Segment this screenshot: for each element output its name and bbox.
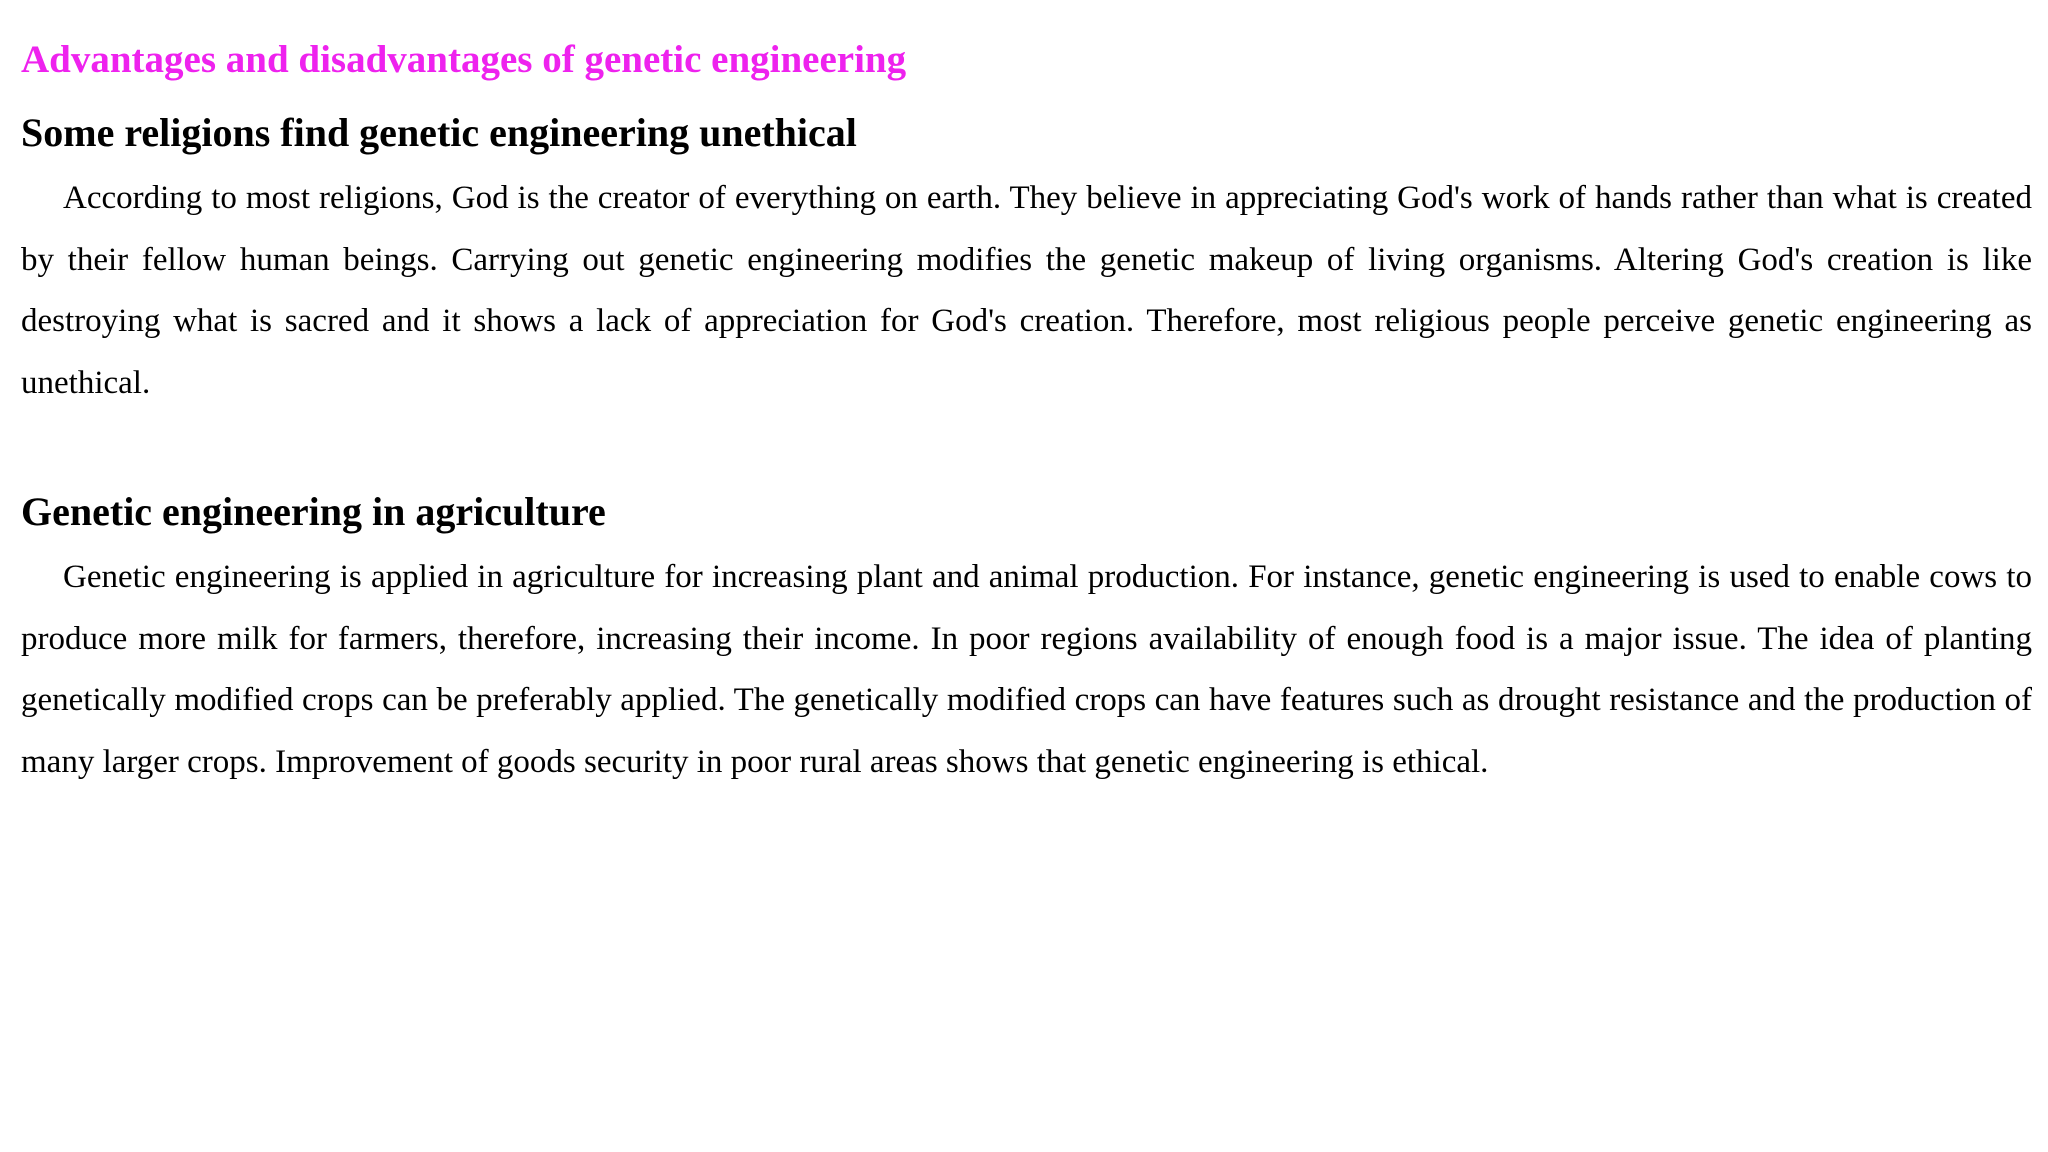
section-heading-agriculture: Genetic engineering in agriculture <box>21 489 606 534</box>
document-title: Advantages and disadvantages of genetic engineering <box>21 38 907 81</box>
section-heading-religion: Some religions find genetic engineering unethical <box>21 110 857 155</box>
section-paragraph-agriculture: Genetic engineering is applied in agriculture for increasing plant and animal production. For instance, genetic engineering is used to enable cows to produce more milk for farmers, therefore, increasing their income. In poor regions availability of enough food is a major issue. The idea of planting genetically modified crops can be preferably applied. The genetically modified crops can have features such as drought resistance and the production of many larger crops. Improvement of goods security in poor rural areas shows that genetic engineering is ethical. <box>21 559 2032 780</box>
section-paragraph-religion: According to most religions, God is the creator of everything on earth. They believe in appreciating God's work of hands rather than what is created by their fellow human beings. Carrying out genetic engineering modifies the genetic makeup of living organisms. Altering God's creation is like destroying what is sacred and it shows a lack of appreciation for God's creation. Therefore, most religious people perceive genetic engineering as unethical. <box>21 180 2032 401</box>
